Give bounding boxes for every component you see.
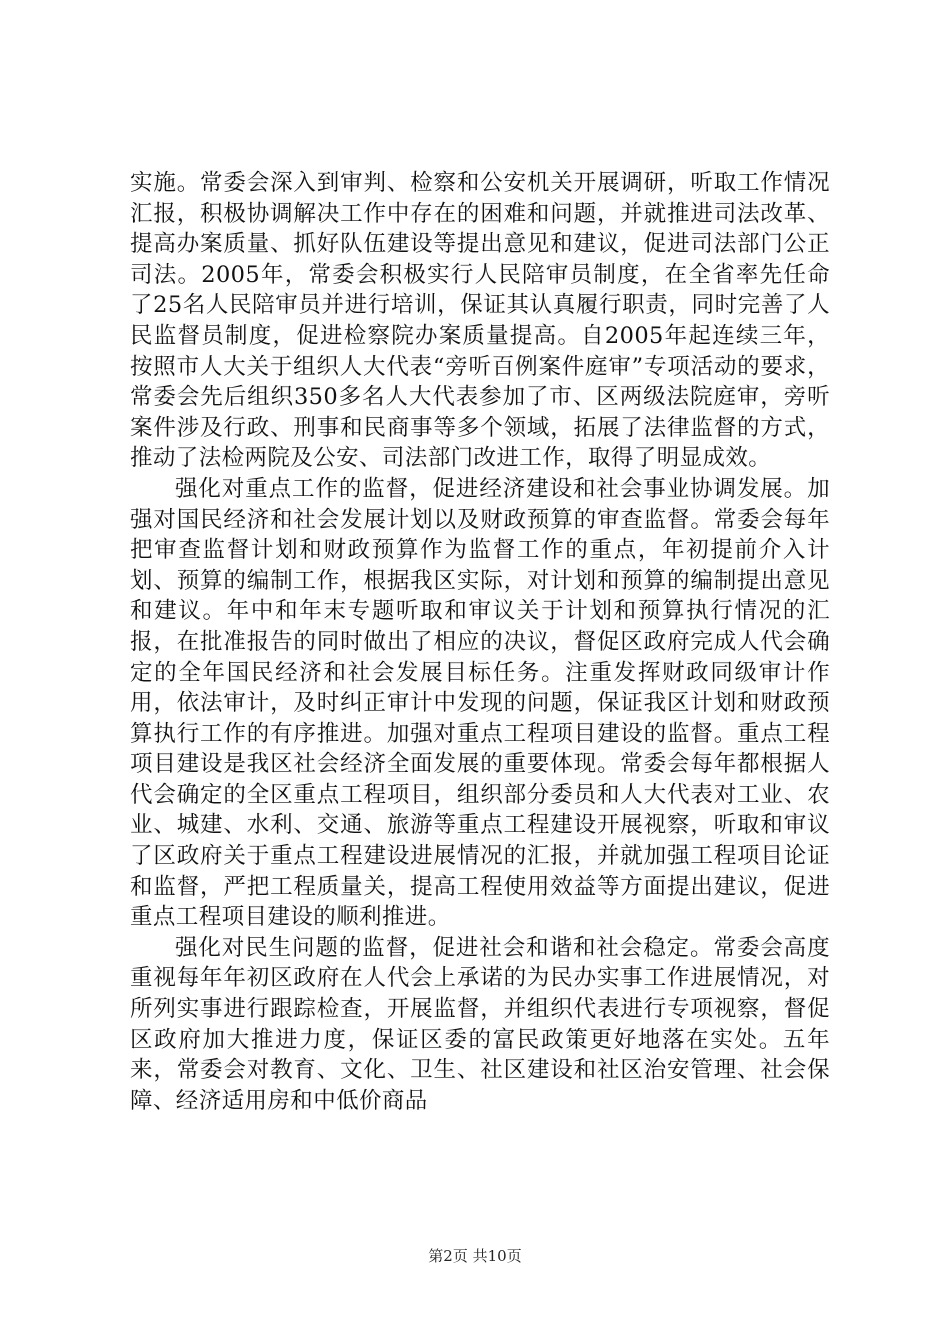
page-number-footer: 第2页 共10页 xyxy=(428,1247,522,1265)
paragraph-3: 强化对民生问题的监督，促进社会和谐和社会稳定。常委会高度重视每年年初区政府在人代会上承诺的为民办实事工作进展情况，对所列实事进行跟踪检查，开展监督，并组织代表进行专项视察，督促区政府加大推进力度，保证区委的富民政策更好地落在实处。五年来，常委会对教育、文化、卫生、社区建设和社区治安管理、社会保障、经济适用房和中低价商品 xyxy=(130,934,830,1114)
paragraph-2: 强化对重点工作的监督，促进经济建设和社会事业协调发展。加强对国民经济和社会发展计划以及财政预算的审查监督。常委会每年把审查监督计划和财政预算作为监督工作的重点，年初提前介入计划、预算的编制工作，根据我区实际，对计划和预算的编制提出意见和建议。年中和年末专题听取和审议关于计划和预算执行情况的汇报，在批准报告的同时做出了相应的决议，督促区政府完成人代会确定的全年国民经济和社会发展目标任务。注重发挥财政同级审计作用，依法审计，及时纠正审计中发现的问题，保证我区计划和财政预算执行工作的有序推进。加强对重点工程项目建设的监督。重点工程项目建设是我区社会经济全面发展的重要体现。常委会每年都根据人代会确定的全区重点工程项目，组织部分委员和人大代表对工业、农业、城建、水利、交通、旅游等重点工程建设开展视察，听取和审议了区政府关于重点工程建设进展情况的汇报，并就加强工程项目论证和监督，严把工程质量关，提高工程使用效益等方面提出建议，促进重点工程项目建设的顺利推进。 xyxy=(130,475,830,931)
paragraph-1: 实施。常委会深入到审判、检察和公安机关开展调研，听取工作情况汇报，积极协调解决工作中存在的困难和问题，并就推进司法改革、提高办案质量、抓好队伍建设等提出意见和建议，促进司法部门公正司法。2005年，常委会积极实行人民陪审员制度，在全省率先任命了25名人民陪审员并进行培训，保证其认真履行职责，同时完善了人民监督员制度，促进检察院办案质量提高。自2005年起连续三年，按照市人大关于组织人大代表“旁听百例案件庭审”专项活动的要求，常委会先后组织350多名人大代表参加了市、区两级法院庭审，旁听案件涉及行政、刑事和民商事等多个领域，拓展了法律监督的方式，推动了法检两院及公安、司法部门改进工作，取得了明显成效。 xyxy=(130,170,830,472)
body-text xyxy=(130,168,830,1116)
